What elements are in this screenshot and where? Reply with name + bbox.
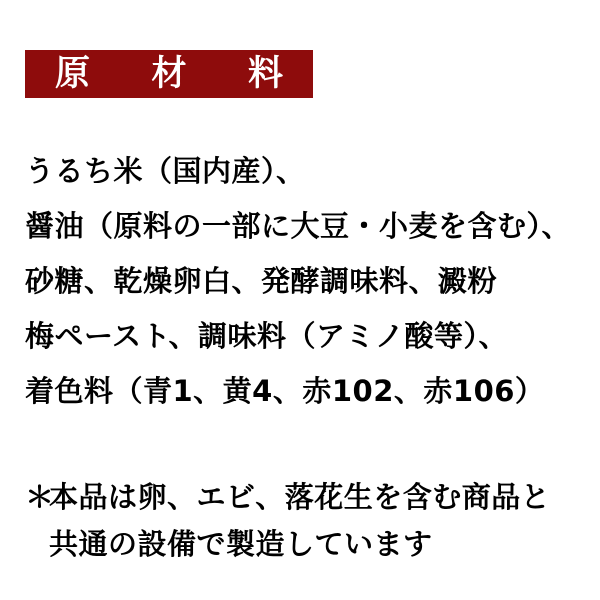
ingredient-line: 梅ペースト、調味料（アミノ酸等）、 [25,319,508,353]
ingredient-line: うるち米（国内産）、 [25,154,306,188]
allergen-note-line: 本品は卵、エビ、落花生を含む商品と [49,480,551,514]
ingredients-list [25,144,571,419]
allergen-note [25,474,550,568]
ingredients-header-bar [25,50,313,98]
header-char-2: 材 [151,53,187,94]
header-char-1: 原 [55,53,91,94]
asterisk-marker: ＊ [25,480,55,514]
ingredient-line: 醤油（原料の一部に大豆・小麦を含む）、 [25,209,572,243]
allergen-note-line: 共通の設備で製造しています [49,527,433,561]
ingredient-line: 着色料（青1、黄4、赤102、赤106） [25,374,545,408]
ingredient-line: 砂糖、乾燥卵白、発酵調味料、澱粉 [25,264,498,298]
allergen-note-text [49,474,550,568]
header-char-3: 料 [247,53,283,94]
